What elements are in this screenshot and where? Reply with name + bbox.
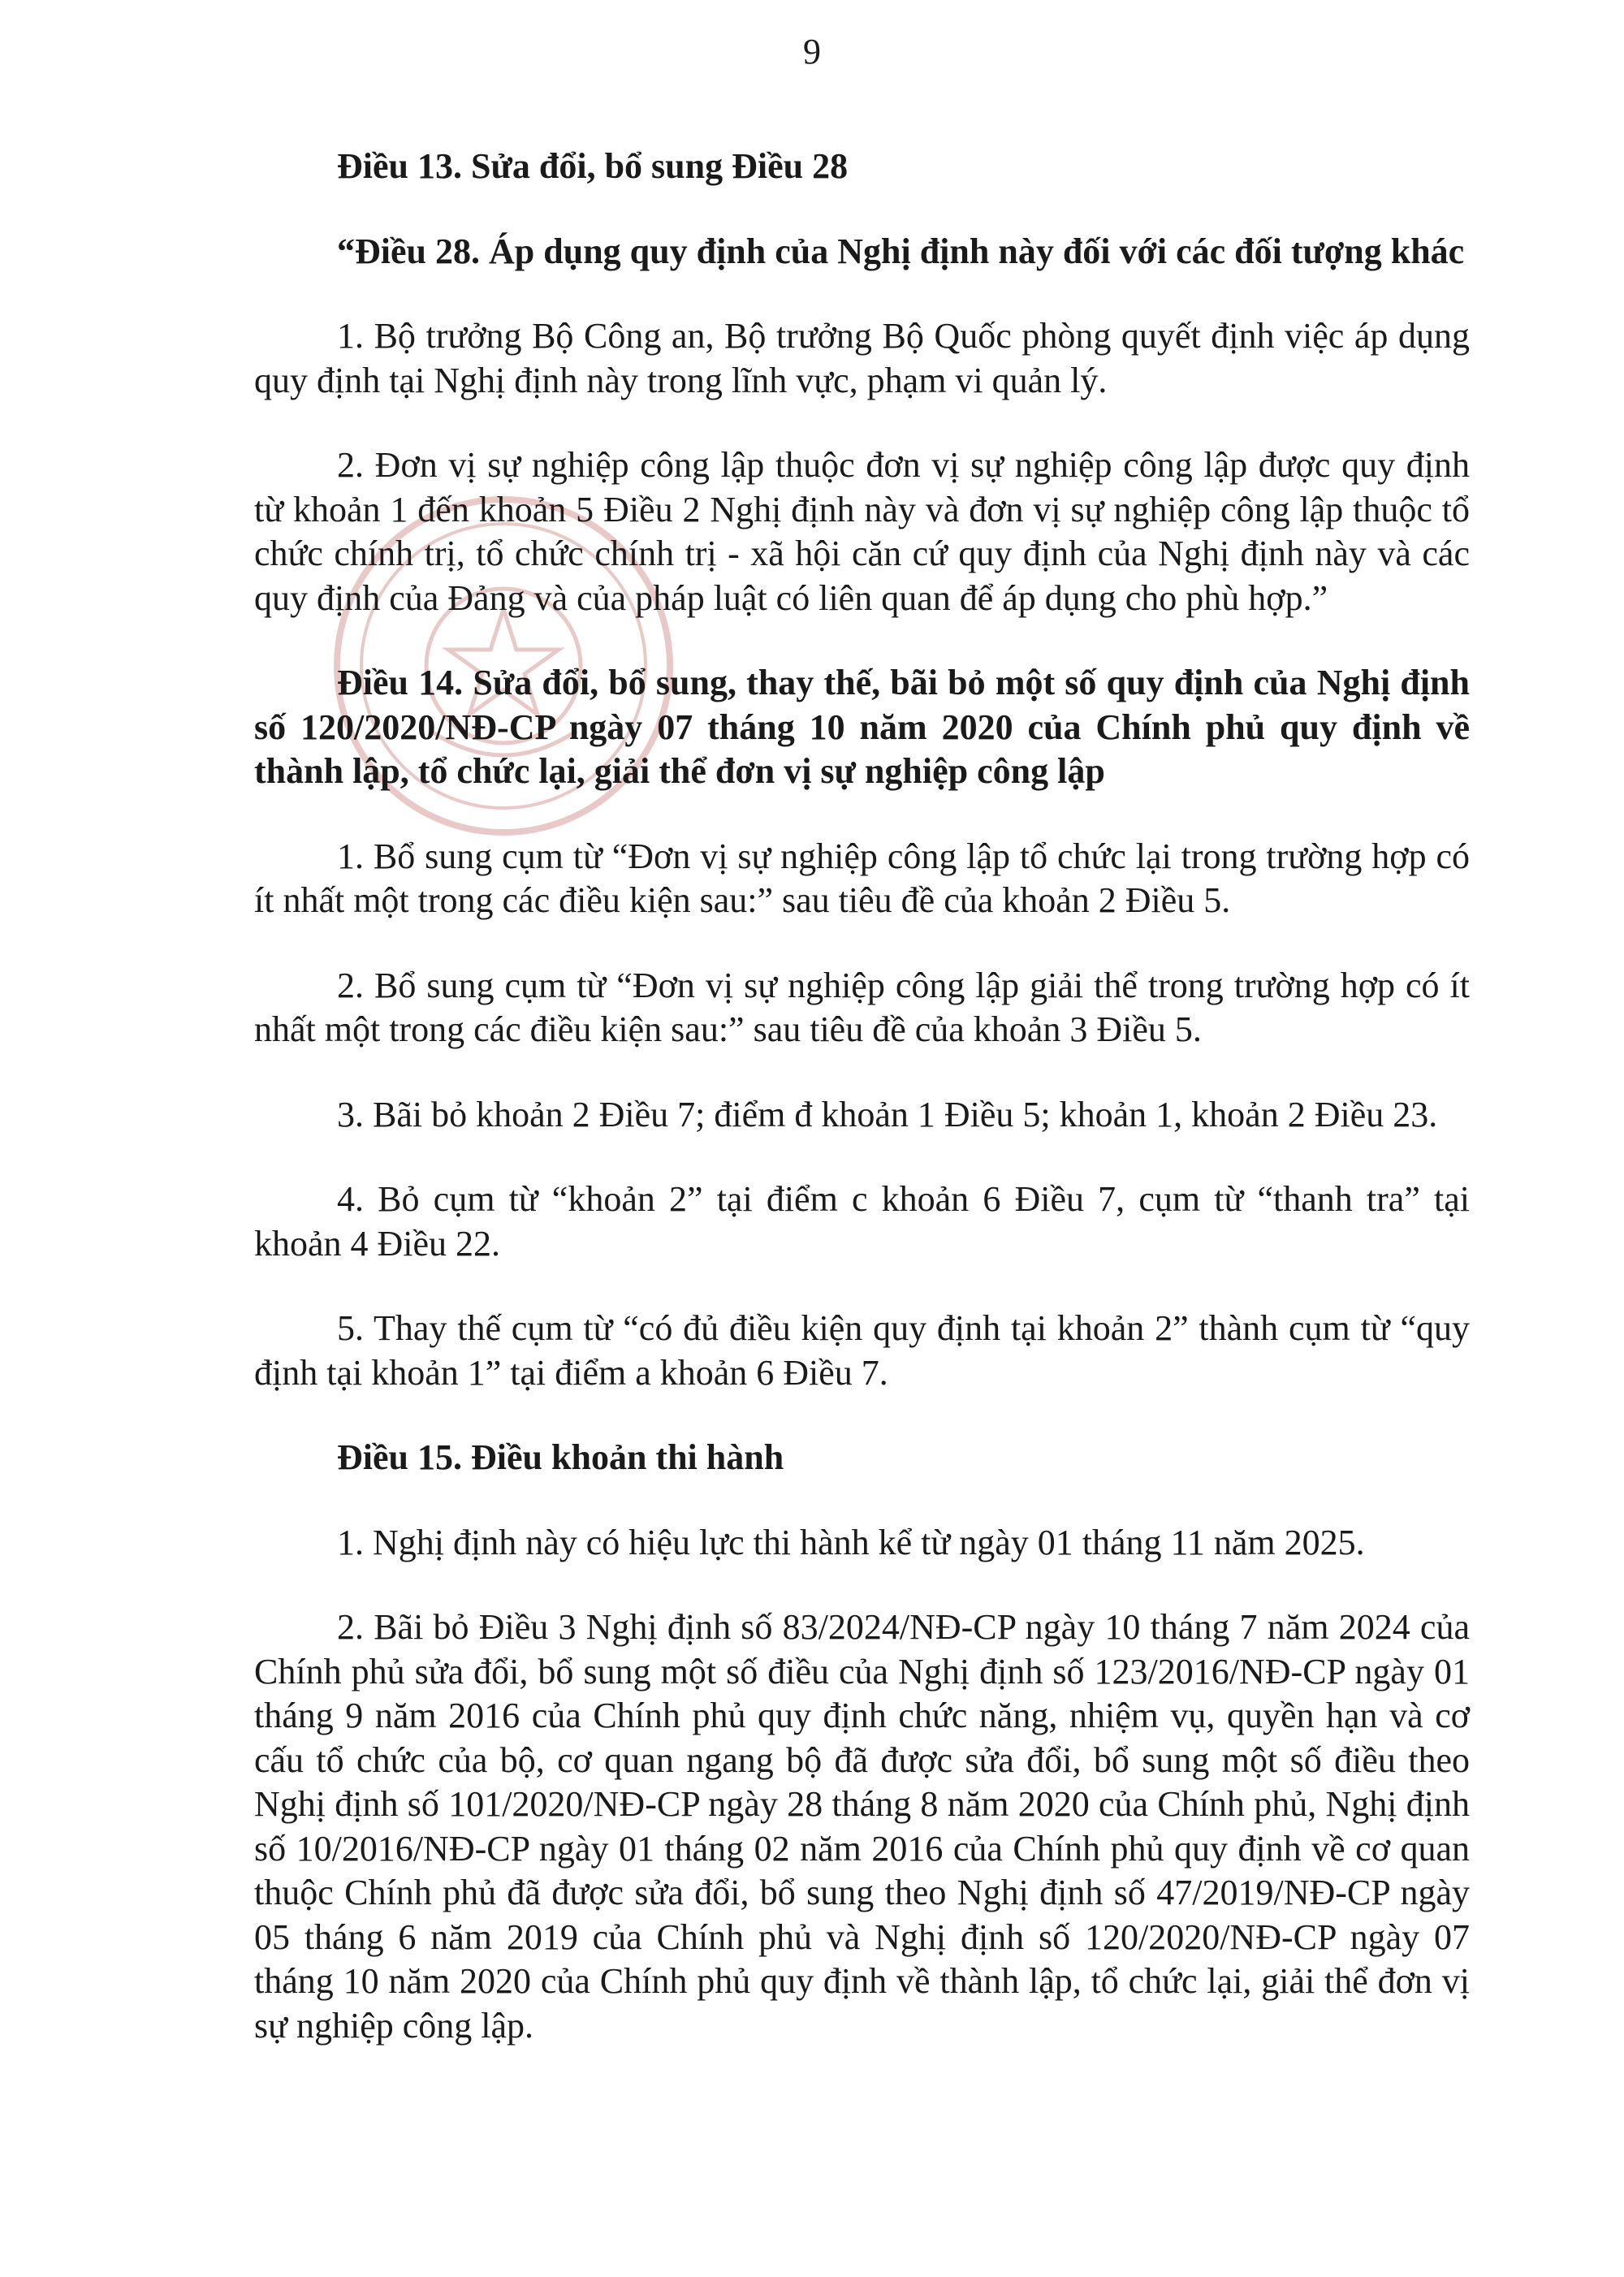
paragraph: 1. Bổ sung cụm từ “Đơn vị sự nghiệp công lập tổ chức lại trong trường hợp có ít nhất một trong các điều kiện sau:” sau tiêu đề của khoản 2 Điều 5. (254, 836, 1470, 920)
paragraph: 1. Bộ trưởng Bộ Công an, Bộ trưởng Bộ Quốc phòng quyết định việc áp dụng quy định tại Nghị định này trong lĩnh vực, phạm vi quản lý. (254, 316, 1470, 400)
paragraph: 1. Nghị định này có hiệu lực thi hành kể từ ngày 01 tháng 11 năm 2025. (337, 1522, 1365, 1562)
article-13-heading: Điều 13. Sửa đổi, bổ sung Điều 28 (337, 146, 849, 186)
article-14-heading: Điều 14. Sửa đổi, bổ sung, thay thế, bãi bỏ một số quy định của Nghị định số 120/2020/NĐ-CP ngày 07 tháng 10 năm 2020 của Chính phủ quy định về thành lập, tổ chức lại, giải thể đơn vị sự nghiệp công lập (254, 663, 1470, 791)
document-body (254, 145, 1470, 2089)
paragraph: 4. Bỏ cụm từ “khoản 2” tại điểm c khoản 6 Điều 7, cụm từ “thanh tra” tại khoản 4 Điều 22. (254, 1179, 1470, 1264)
paragraph: 2. Đơn vị sự nghiệp công lập thuộc đơn vị sự nghiệp công lập được quy định từ khoản 1 đến khoản 5 Điều 2 Nghị định này và đơn vị sự nghiệp công lập thuộc tổ chức chính trị, tổ chức chính trị - xã hội căn cứ quy định của Nghị định này và các quy định của Đảng và của pháp luật có liên quan để áp dụng cho phù hợp.” (254, 445, 1470, 618)
paragraph: 5. Thay thế cụm từ “có đủ điều kiện quy định tại khoản 2” thành cụm từ “quy định tại khoản 1” tại điểm a khoản 6 Điều 7. (254, 1308, 1470, 1393)
article-28-heading: “Điều 28. Áp dụng quy định của Nghị định này đối với các đối tượng khác (337, 231, 1465, 271)
paragraph: 2. Bãi bỏ Điều 3 Nghị định số 83/2024/NĐ-CP ngày 10 tháng 7 năm 2024 của Chính phủ sửa đổi, bổ sung một số điều của Nghị định số 123/2016/NĐ-CP ngày 01 tháng 9 năm 2016 của Chính phủ quy định chức năng, nhiệm vụ, quyền hạn và cơ cấu tổ chức của bộ, cơ quan ngang bộ đã được sửa đổi, bổ sung một số điều theo Nghị định số 101/2020/NĐ-CP ngày 28 tháng 8 năm 2020 của Chính phủ, Nghị định số 10/2016/NĐ-CP ngày 01 tháng 02 năm 2016 của Chính phủ quy định về cơ quan thuộc Chính phủ đã được sửa đổi, bổ sung theo Nghị định số 47/2019/NĐ-CP ngày 05 tháng 6 năm 2019 của Chính phủ và Nghị định số 120/2020/NĐ-CP ngày 07 tháng 10 năm 2020 của Chính phủ quy định về thành lập, tổ chức lại, giải thể đơn vị sự nghiệp công lập. (254, 1607, 1470, 2046)
paragraph: 3. Bãi bỏ khoản 2 Điều 7; điểm đ khoản 1 Điều 5; khoản 1, khoản 2 Điều 23. (337, 1094, 1438, 1134)
paragraph: 2. Bổ sung cụm từ “Đơn vị sự nghiệp công lập giải thể trong trường hợp có ít nhất một trong các điều kiện sau:” sau tiêu đề của khoản 3 Điều 5. (254, 965, 1470, 1049)
article-15-heading: Điều 15. Điều khoản thi hành (337, 1437, 784, 1477)
page-number: 9 (803, 32, 821, 71)
